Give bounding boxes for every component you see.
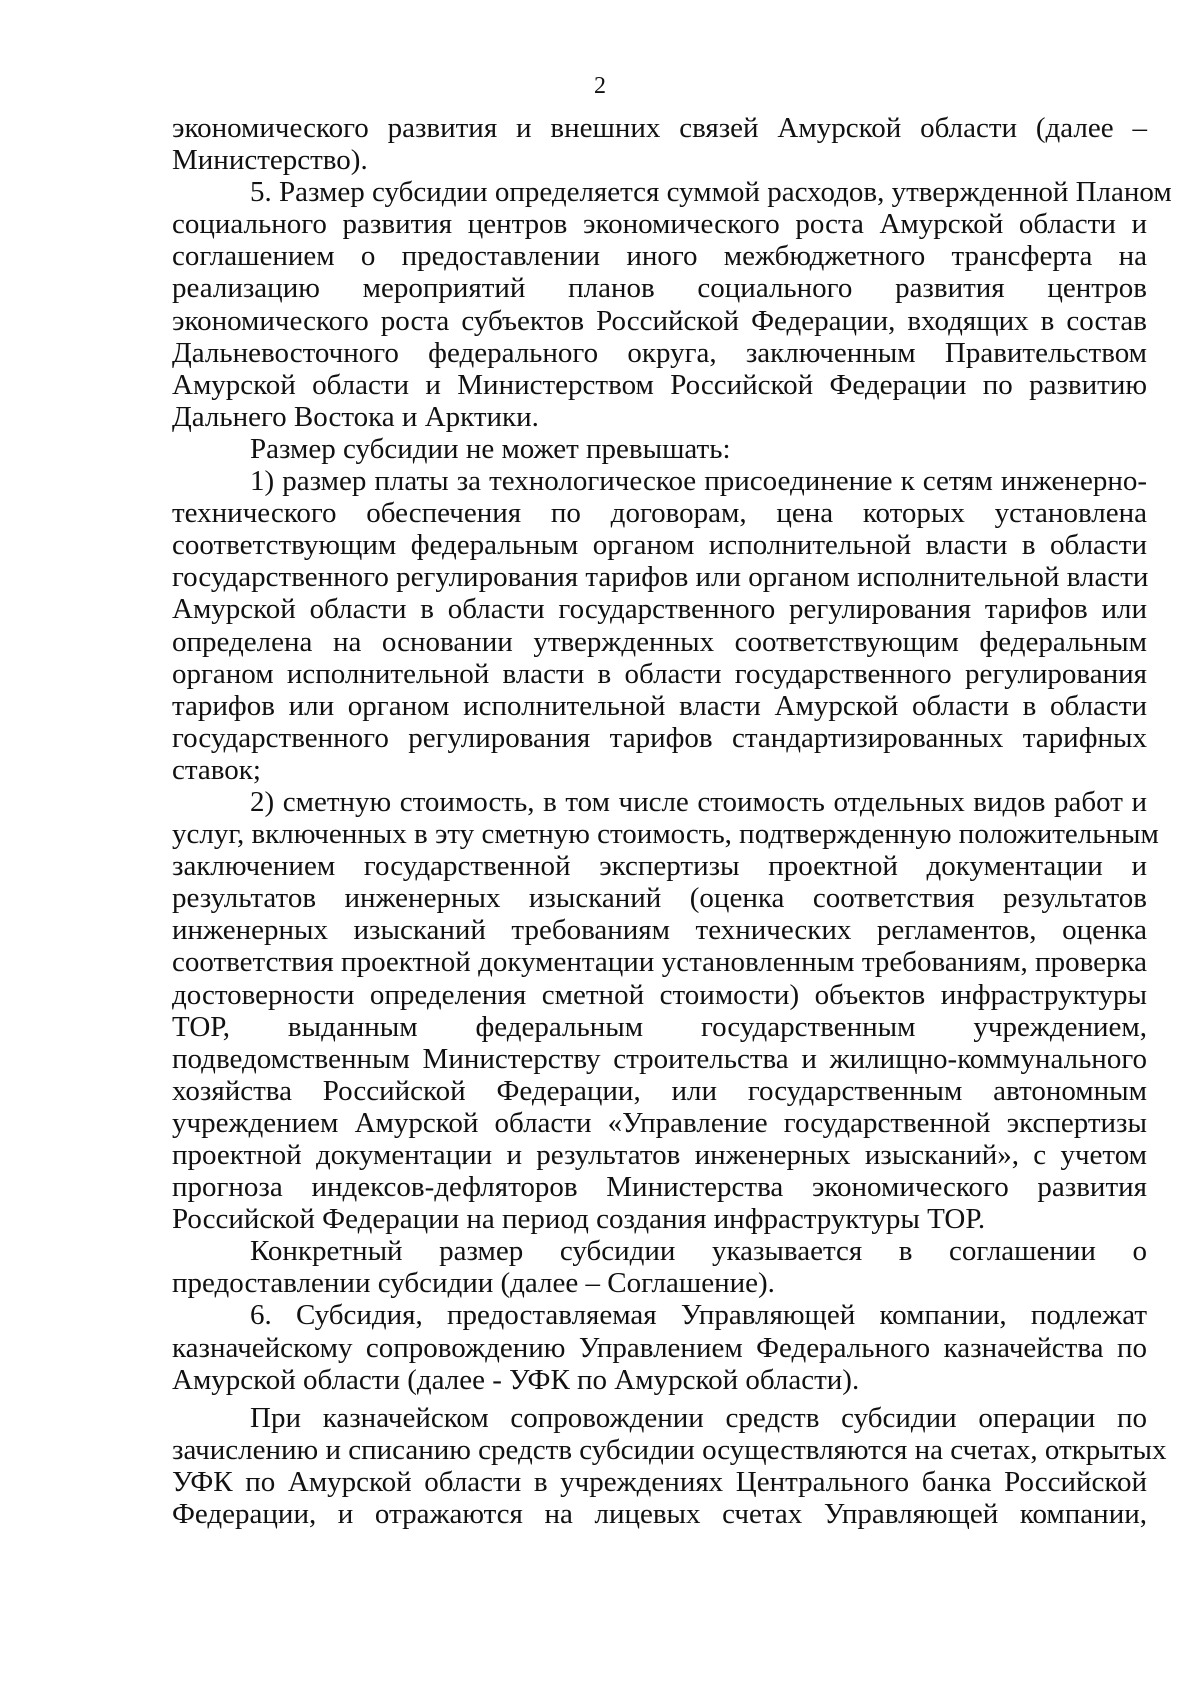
text-line: 1) размер платы за технологическое присоединение к сетям инженерно-: [250, 465, 1147, 498]
text-line: Дальневосточного федерального округа, заключенным Правительством: [172, 336, 1147, 369]
text-line: социального развития центров экономического роста Амурской области и: [172, 208, 1147, 241]
text-line: Дальнего Востока и Арктики.: [172, 400, 539, 433]
text-line: 6. Субсидия, предоставляемая Управляющей компании, подлежат: [250, 1299, 1147, 1332]
text-line: 5. Размер субсидии определяется суммой расходов, утвержденной Планом: [250, 176, 1172, 209]
text-line: государственного регулирования тарифов или органом исполнительной власти: [172, 561, 1149, 594]
text-line: заключением государственной экспертизы проектной документации и: [172, 850, 1147, 883]
text-line: тарифов или органом исполнительной власти Амурской области в области: [172, 689, 1147, 722]
text-line: Размер субсидии не может превышать:: [250, 432, 731, 465]
text-line: предоставлении субсидии (далее – Соглашение).: [172, 1267, 775, 1300]
text-line: учреждением Амурской области «Управление государственной экспертизы: [172, 1106, 1147, 1139]
text-line: определена на основании утвержденных соответствующим федеральным: [172, 625, 1147, 658]
text-line: технического обеспечения по договорам, цена которых установлена: [172, 497, 1147, 530]
text-line: Федерации, и отражаются на лицевых счетах Управляющей компании,: [172, 1498, 1147, 1531]
page-number: 2: [594, 73, 606, 99]
text-line: УФК по Амурской области в учреждениях Центрального банка Российской: [172, 1465, 1147, 1498]
text-line: результатов инженерных изысканий (оценка соответствия результатов: [172, 882, 1147, 915]
text-line: подведомственным Министерству строительства и жилищно-коммунального: [172, 1042, 1147, 1075]
text-line: экономического роста субъектов Российской Федерации, входящих в состав: [172, 304, 1147, 337]
text-line: соответствующим федеральным органом исполнительной власти в области: [172, 529, 1147, 562]
text-line: казначейскому сопровождению Управлением Федерального казначейства по: [172, 1331, 1147, 1364]
text-line: Российской Федерации на период создания инфраструктуры ТОР.: [172, 1203, 986, 1236]
text-line: Амурской области и Министерством Российской Федерации по развитию: [172, 368, 1147, 401]
text-line: услуг, включенных в эту сметную стоимость, подтвержденную положительным: [172, 818, 1159, 851]
text-line: Амурской области (далее - УФК по Амурской области).: [172, 1363, 860, 1396]
text-line: экономического развития и внешних связей Амурской области (далее –: [172, 112, 1147, 144]
text-line: проектной документации и результатов инженерных изысканий», с учетом: [172, 1139, 1147, 1171]
text-line: прогноза индексов-дефляторов Министерства экономического развития: [172, 1171, 1147, 1204]
text-line: Конкретный размер субсидии указывается в соглашении о: [250, 1235, 1147, 1268]
text-line: органом исполнительной власти в области государственного регулирования: [172, 657, 1147, 690]
text-line: ТОР, выданным федеральным государственным учреждением,: [172, 1010, 1147, 1043]
text-line: При казначейском сопровождении средств субсидии операции по: [250, 1401, 1147, 1434]
text-line: достоверности определения сметной стоимости) объектов инфраструктуры: [172, 978, 1147, 1011]
text-line: Амурской области в области государственного регулирования тарифов или: [172, 593, 1147, 626]
text-line: соглашением о предоставлении иного межбюджетного трансферта на: [172, 240, 1147, 273]
text-line: 2) сметную стоимость, в том числе стоимость отдельных видов работ и: [250, 785, 1147, 818]
text-line: зачислению и списанию средств субсидии осуществляются на счетах, открытых: [172, 1433, 1167, 1466]
text-line: ставок;: [172, 753, 261, 786]
document-body: [172, 112, 1172, 1531]
text-line: соответствия проектной документации установленным требованиям, проверка: [172, 946, 1147, 979]
text-line: хозяйства Российской Федерации, или государственным автономным: [172, 1074, 1147, 1107]
text-line: государственного регулирования тарифов стандартизированных тарифных: [172, 721, 1147, 754]
text-line: реализацию мероприятий планов социального развития центров: [172, 272, 1147, 305]
text-line: Министерство).: [172, 144, 368, 177]
text-line: инженерных изысканий требованиям технических регламентов, оценка: [172, 914, 1147, 947]
